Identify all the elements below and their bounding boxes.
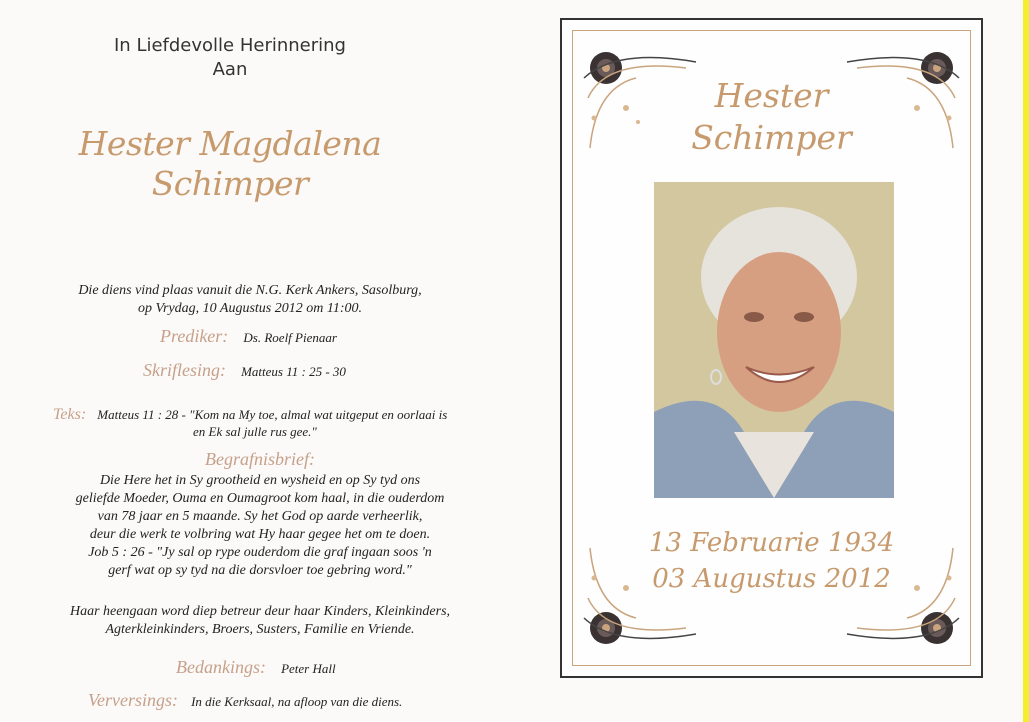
bedankings-label: Bedankings:	[176, 657, 266, 677]
prediker-label: Prediker:	[160, 326, 229, 346]
begrafnisbrief-label: Begrafnisbrief:	[205, 449, 315, 469]
brief-line: geliefde Moeder, Ouma en Oumagroot kom haal, in die ouderdom	[75, 491, 445, 506]
portrait-photo	[654, 182, 894, 498]
brief-line: gerf wat op sy tyd na die dorsvloer toe gebring word."	[108, 563, 412, 578]
service-line: op Vrydag, 10 Augustus 2012 om 11:00.	[138, 301, 362, 316]
bedankings-value: Peter Hall	[281, 661, 336, 676]
brief-line: Die Here het in Sy grootheid en wysheid en op Sy tyd ons	[99, 473, 421, 488]
prediker-row	[160, 326, 337, 347]
memory-heading-aan: Aan	[212, 59, 248, 80]
bedankings-row	[176, 657, 336, 678]
skriflesing-label: Skriflesing:	[143, 360, 226, 380]
card-first-name: Hester	[714, 76, 829, 115]
begrafnisbrief-text	[30, 472, 490, 580]
skriflesing-row	[143, 360, 346, 381]
verversings-label: Verversings:	[88, 690, 178, 710]
memory-heading: In Liefdevolle Herinnering	[114, 35, 346, 56]
teks-label: Teks:	[53, 406, 87, 423]
memorial-card	[560, 18, 983, 678]
brief-line: van 78 jaar en 5 maande. Sy het God op aarde verheerlik,	[97, 509, 423, 524]
brief-line: Job 5 : 26 - "Jy sal op rype ouderdom die graf ingaan soos 'n	[88, 545, 432, 560]
teks-row	[53, 404, 523, 439]
card-surname: Schimper	[691, 118, 852, 157]
mourning-line: Haar heengaan word diep betreur deur haar Kinders, Kleinkinders,	[69, 604, 451, 619]
birth-date: 13 Februarie 1934	[648, 528, 895, 558]
prediker-value: Ds. Roelf Pienaar	[243, 330, 337, 345]
mourning-text	[30, 603, 490, 639]
scan-edge	[1023, 0, 1029, 722]
teks-line: Matteus 11 : 28 - "Kom na My toe, almal wat uitgeput en oorlaai is	[97, 407, 448, 422]
service-details	[40, 282, 460, 318]
portrait-illustration	[654, 182, 894, 498]
brief-line: deur die werk te volbring wat Hy haar gegee het om te doen.	[89, 527, 431, 542]
verversings-value: In die Kerksaal, na afloop van die diens.	[191, 694, 403, 709]
verversings-row	[88, 690, 402, 711]
mourning-line: Agterkleinkinders, Broers, Susters, Familie en Vriende.	[105, 622, 415, 637]
deceased-surname: Schimper	[151, 164, 309, 203]
right-page	[520, 0, 1029, 722]
deceased-full-name: Hester Magdalena	[78, 124, 382, 163]
skriflesing-value: Matteus 11 : 25 - 30	[241, 364, 346, 379]
service-line: Die diens vind plaas vanuit die N.G. Kerk Ankers, Sasolburg,	[78, 283, 422, 298]
teks-line: en Ek sal julle rus gee."	[193, 424, 317, 439]
death-date: 03 Augustus 2012	[652, 564, 891, 594]
